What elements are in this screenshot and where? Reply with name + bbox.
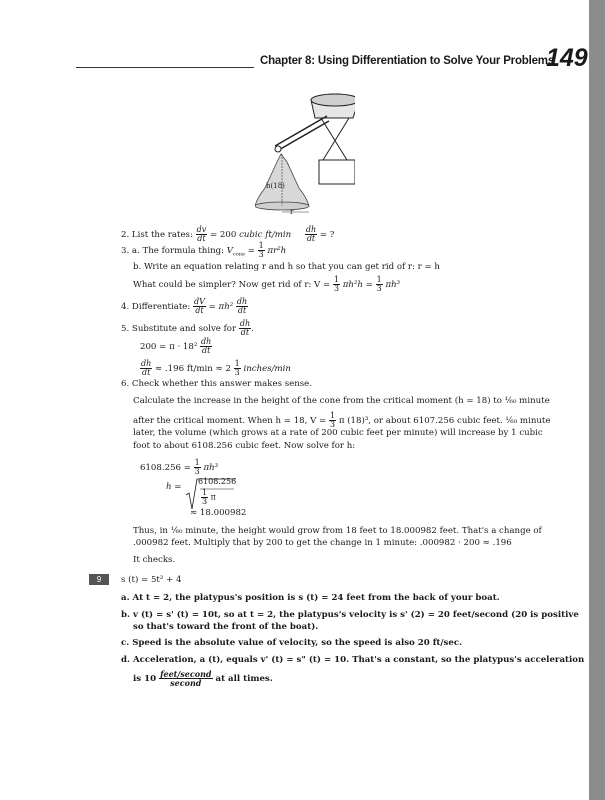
step-6-thus-2: .000982 feet. Multiply that by 200 to get the change in 1 minute: .000982 · 200 ≈ .196	[133, 538, 512, 548]
answer-9-b-line-2: so that's toward the front of the boat).	[133, 622, 319, 632]
step-6-title: 6. Check whether this answer makes sense.	[121, 379, 312, 389]
answer-9-function: s (t) = 5t² + 4	[121, 575, 182, 585]
answer-9-b-line-1: b. v (t) = s' (t) = 10t, so at t = 2, the platypus's velocity is s' (2) = 20 feet/second (20 is positive	[121, 610, 579, 620]
page-edge-tab	[589, 0, 605, 800]
step-4: 4. Differentiate: $\frac{dV}{dt}$ = πh² $\frac{dh}{dt}$	[121, 297, 248, 315]
answer-9-badge: 9	[89, 574, 109, 585]
sand-cone-figure	[255, 88, 355, 218]
step-6-line-1: Calculate the increase in the height of the cone from the critical moment (h = 18) to ¹⁄₆₀ minute	[133, 396, 550, 406]
step-3a: 3. a. The formula thing: $V_{cone}$ = $\frac{1}{3}$ πr²h	[121, 241, 287, 259]
chapter-title: Chapter 8: Using Differentiation to Solve Your Problems	[260, 55, 555, 67]
step-2: 2. List the rates: $\frac{dv}{dt}$ = 200 cubic ft/min $\frac{dh}{dt}$ = ?	[121, 225, 335, 243]
step-6-line-3: later, the volume (which grows at a rate of 200 cubic feet per minute) will increase by 1 cubic	[133, 428, 543, 438]
answer-9-c: c. Speed is the absolute value of velocity, so the speed is also 20 ft/sec.	[121, 638, 463, 648]
step-5-equation: 200 = π · 18² $\frac{dh}{dt}$	[140, 337, 212, 355]
page-number: 149	[546, 44, 588, 72]
step-6-equation: 6108.256 = $\frac{1}{3}$ πh³	[140, 458, 219, 476]
answer-9-d-line-1: d. Acceleration, a (t), equals v' (t) = s" (t) = 10. That's a constant, so the platypus's acceleration	[121, 655, 585, 665]
h-equals: h =	[166, 482, 182, 492]
answer-9-a: a. At t = 2, the platypus's position is s (t) = 24 feet from the back of your boat.	[121, 593, 500, 603]
radical-numerator: 6108.256	[198, 477, 237, 486]
step-6-line-2: after the critical moment. When h = 18, V = $\frac{1}{3}$ π (18)³, or about 6107.256 cubic feet. ¹⁄₆₀ minute	[133, 411, 551, 429]
step-3c: What could be simpler? Now get rid of r: V = $\frac{1}{3}$ πh²h = $\frac{1}{3}$ πh³	[133, 275, 401, 293]
step-6-checks: It checks.	[133, 555, 176, 565]
step-5: 5. Substitute and solve for $\frac{dh}{dt}$ .	[121, 319, 254, 337]
h-label: h(18)	[266, 182, 285, 190]
answer-9-d-line-2: is 10 $\frac{\text{feet/second}}{\text{second}}$ at all times.	[133, 669, 273, 688]
r-label: r	[290, 208, 294, 216]
step-6-line-4: foot to about 6108.256 cubic feet. Now solve for h:	[133, 441, 356, 451]
step-6-thus-1: Thus, in ¹⁄₆₀ minute, the height would grow from 18 feet to 18.000982 feet. That's a change of	[133, 526, 542, 536]
step-3b: b. Write an equation relating r and h so that you can get rid of r: r = h	[133, 262, 440, 272]
header-rule	[76, 67, 254, 68]
step-6-approx: ≈ 18.000982	[190, 508, 247, 518]
step-5-result: $\frac{dh}{dt}$ ≈ .196 ft/min ≈ 2 $\frac{1}{3}$ inches/min	[141, 359, 291, 377]
radical-denominator: $\frac{1}{3}$ π	[202, 488, 216, 506]
